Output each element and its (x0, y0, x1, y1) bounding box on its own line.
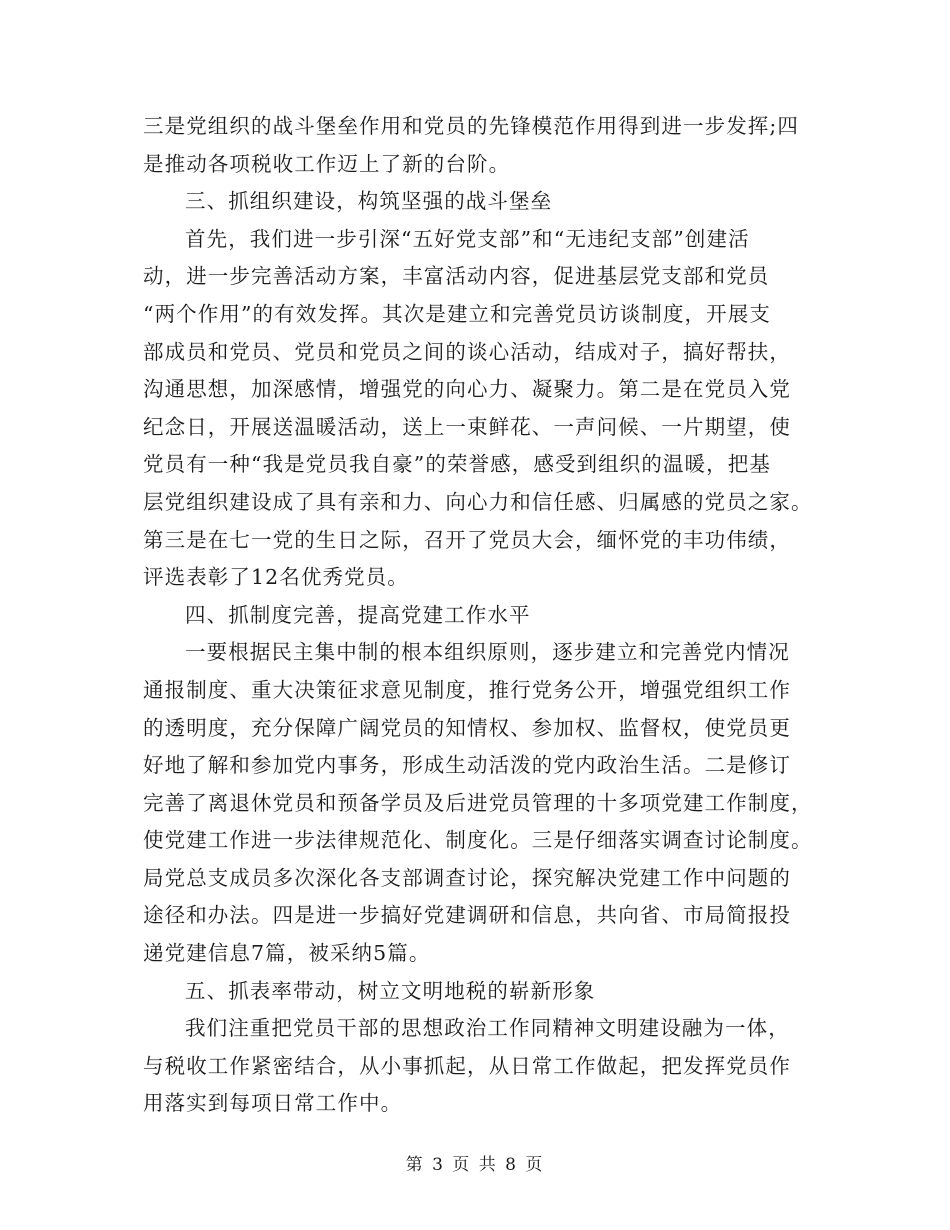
text-line: 四、抓制度完善，提高党建工作水平 (185, 602, 531, 627)
text-line: 纪念日，开展送温暖活动，送上一束鲜花、一声问候、一片期望，使 (143, 414, 791, 439)
text-line: 好地了解和参加党内事务，形成生动活泼的党内政治生活。二是修订 (143, 753, 791, 778)
text-line: 三是党组织的战斗堡垒作用和党员的先锋模范作用得到进一步发挥;四 (143, 114, 800, 138)
text-line: 局党总支成员多次深化各支部调查讨论，探究解决党建工作中问题的 (143, 865, 791, 890)
text-line: 我们注重把党员干部的思想政治工作同精神文明建设融为一体， (185, 1016, 790, 1041)
text-line: 首先，我们进一步引深“五好党支部”和“无违纪支部”创建活 (185, 226, 750, 251)
text-line: 使党建工作进一步法律规范化、制度化。三是仔细落实调查讨论制度。 (143, 828, 813, 853)
text-line: 与税收工作紧密结合，从小事抓起，从日常工作做起，把发挥党员作 (143, 1053, 791, 1078)
text-line: 评选表彰了12名优秀党员。 (143, 565, 409, 590)
page-number-footer: 第 3 页 共 8 页 (405, 1155, 545, 1175)
text-line: 是推动各项税收工作迈上了新的台阶。 (143, 151, 511, 176)
text-line: 用落实到每项日常工作中。 (143, 1091, 403, 1116)
text-line: 三、抓组织建设，构筑坚强的战斗堡垒 (185, 189, 553, 214)
document-body (143, 108, 813, 1123)
text-line: 动，进一步完善活动方案，丰富活动内容，促进基层党支部和党员 (143, 264, 770, 289)
text-line: 五、抓表率带动，树立文明地税的崭新形象 (185, 978, 596, 1003)
text-line: 层党组织建设成了具有亲和力、向心力和信任感、归属感的党员之家。 (143, 489, 813, 514)
text-line: 部成员和党员、党员和党员之间的谈心活动，结成对子，搞好帮扶， (143, 339, 791, 364)
text-line: 党员有一种“我是党员我自豪”的荣誉感，感受到组织的温暖，把基 (143, 452, 771, 477)
text-line: 一要根据民主集中制的根本组织原则，逐步建立和完善党内情况 (185, 640, 790, 665)
text-line: “两个作用”的有效发挥。其次是建立和完善党员访谈制度，开展支 (143, 301, 771, 326)
text-line: 的透明度，充分保障广阔党员的知情权、参加权、监督权，使党员更 (143, 715, 791, 740)
text-line: 途径和办法。四是进一步搞好党建调研和信息，共向省、市局简报投 (143, 903, 791, 928)
text-line: 完善了离退休党员和预备学员及后进党员管理的十多项党建工作制度， (143, 790, 813, 815)
text-line: 沟通思想，加深感情，增强党的向心力、凝聚力。第二是在党员入党 (143, 377, 791, 402)
text-line: 递党建信息7篇，被采纳5篇。 (143, 941, 431, 966)
text-line: 第三是在七一党的生日之际，召开了党员大会，缅怀党的丰功伟绩， (143, 527, 791, 552)
text-line: 通报制度、重大决策征求意见制度，推行党务公开，增强党组织工作 (143, 677, 791, 702)
